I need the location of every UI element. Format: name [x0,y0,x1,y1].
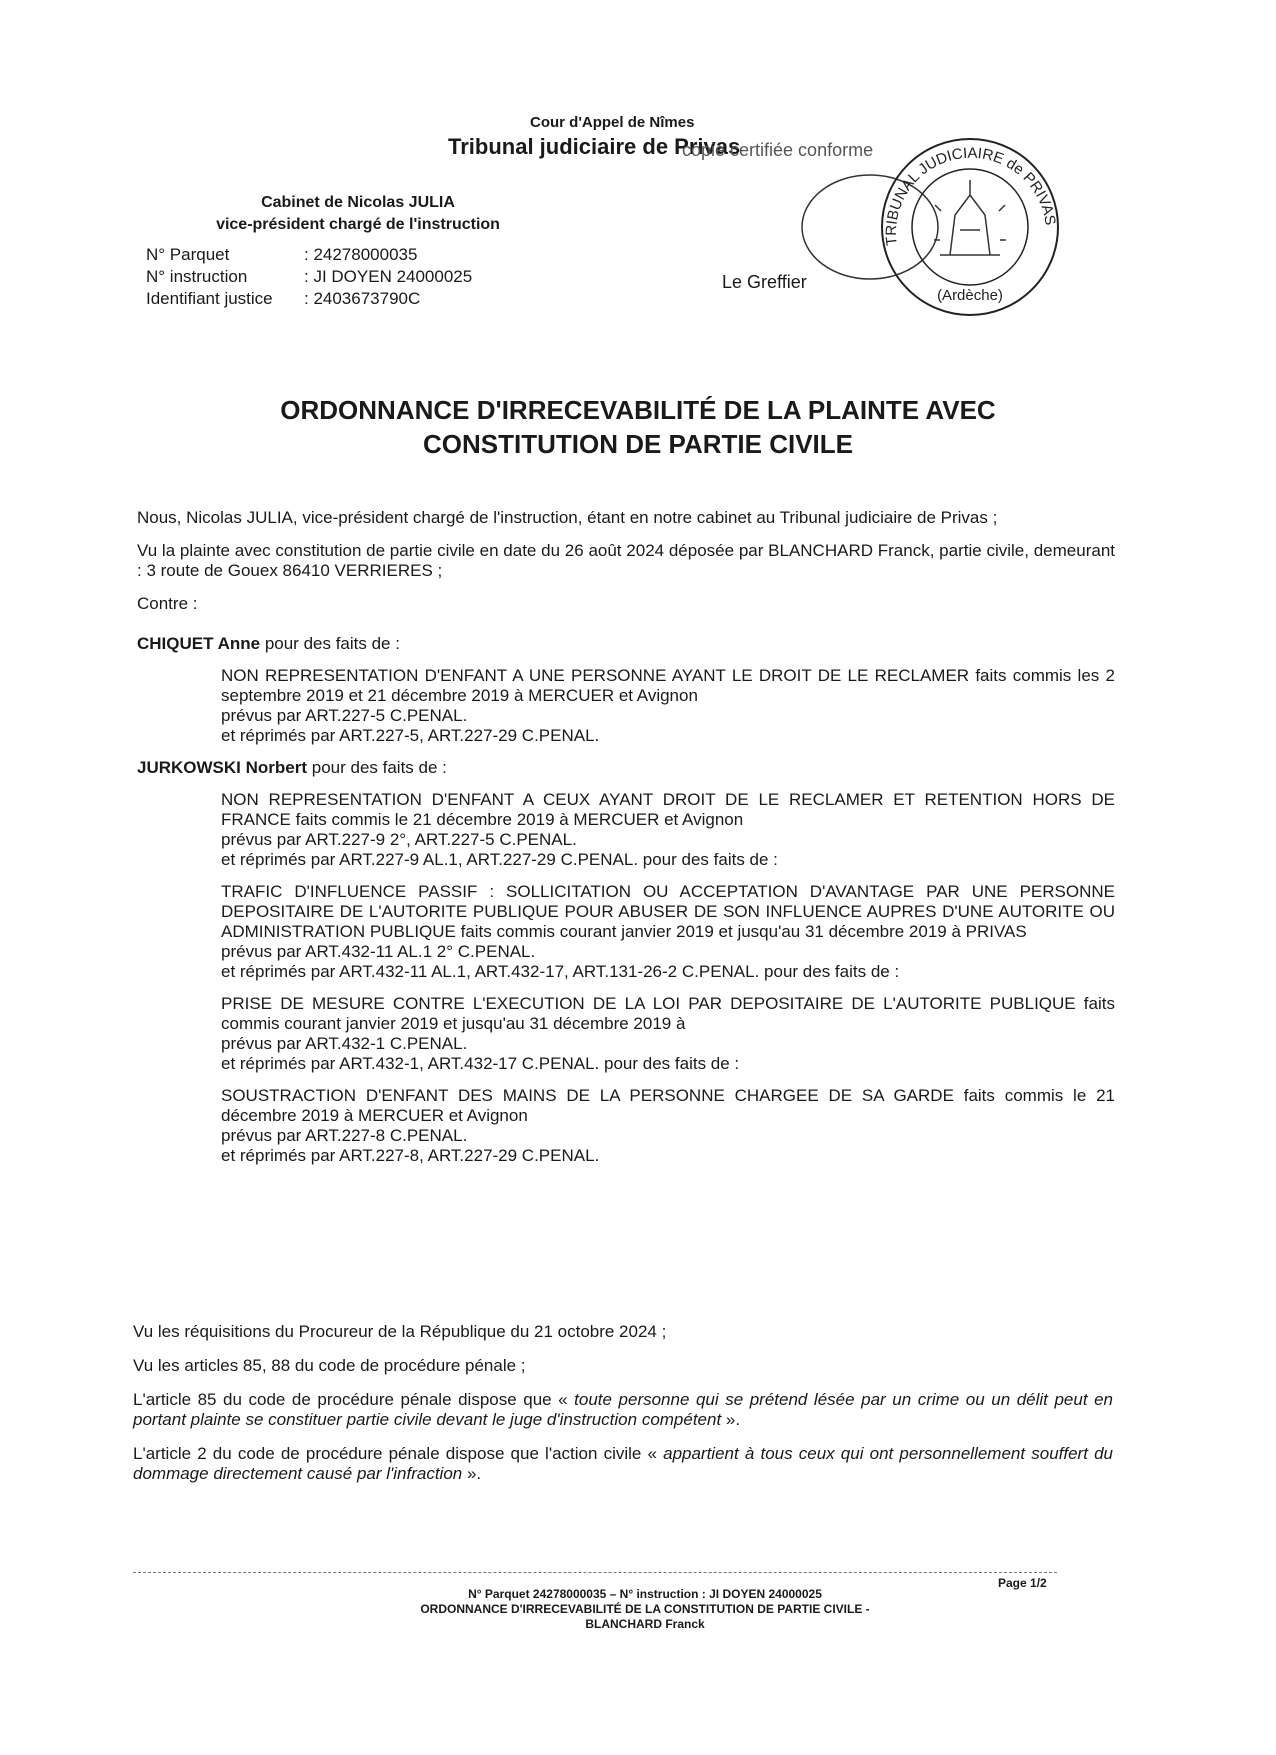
charge-provided: prévus par ART.227-8 C.PENAL. [221,1126,468,1145]
charge-provided: prévus par ART.227-9 2°, ART.227-5 C.PENAL. [221,830,577,849]
party-suffix: pour des faits de : [260,634,400,653]
seal-bottom-text: (Ardèche) [937,287,1003,304]
charge-block [221,1086,1115,1166]
court-seal-stamp [800,135,1070,320]
party-name: CHIQUET Anne [137,634,261,653]
id-label: N° instruction [146,267,248,286]
charge-offence: NON REPRESENTATION D'ENFANT A UNE PERSONNE AYANT LE DROIT DE LE RECLAMER faits commis les 2 septembre 2019 et 21 décembre 2019 à MERCUER et Avignon [221,666,1115,705]
charge-provided: prévus par ART.432-11 AL.1 2° C.PENAL. [221,942,536,961]
charge-punished: et réprimés par ART.227-8, ART.227-29 C.PENAL. [221,1146,600,1165]
article-85-paragraph [133,1390,1113,1430]
document-title [150,393,1126,461]
article-text: ». [462,1464,482,1483]
footer-line: N° Parquet 24278000035 – N° instruction : JI DOYEN 24000025 [468,1587,822,1601]
id-label: Identifiant justice [146,289,273,308]
id-value: : 24278000035 [304,245,418,264]
seal-top-text: TRIBUNAL JUDICIAIRE de PRIVAS [882,144,1059,247]
document-body [137,508,1115,1178]
charge-provided: prévus par ART.227-5 C.PENAL. [221,706,468,725]
article-quote: appartient à tous ceux qui ont personnellement souffert du dommage directement causé par l'infraction [133,1444,1113,1483]
contre-label: Contre : [137,594,198,613]
case-identifiers [146,244,472,310]
id-row-instruction [146,266,472,288]
charge-punished: et réprimés par ART.432-1, ART.432-17 C.PENAL. pour des faits de : [221,1054,740,1073]
seal-signature-loop [802,175,938,279]
charge-offence: NON REPRESENTATION D'ENFANT A CEUX AYANT DROIT DE LE RECLAMER ET RETENTION HORS DE FRANCE faits commis le 21 décembre 2019 à MERCUER et Avignon [221,790,1115,829]
greffier-label: Le Greffier [722,272,807,292]
id-row-justice [146,288,472,310]
legal-basis [133,1322,1113,1498]
charge-punished: et réprimés par ART.432-11 AL.1, ART.432-17, ART.131-26-2 C.PENAL. pour des faits de : [221,962,900,981]
article-text: L'article 85 du code de procédure pénale dispose que « [133,1390,575,1409]
party-jurkowski [137,758,1115,1166]
party-heading [137,758,1115,778]
charge-block [221,994,1115,1074]
party-heading [137,634,1115,654]
party-name: JURKOWSKI Norbert [137,758,308,777]
id-label: N° Parquet [146,245,230,264]
court-name: Cour d'Appel de Nîmes [530,114,695,131]
charge-offence: SOUSTRACTION D'ENFANT DES MAINS DE LA PERSONNE CHARGEE DE SA GARDE faits commis le 21 décembre 2019 à MERCUER et Avignon [221,1086,1115,1125]
article-quote: toute personne qui se prétend lésée par un crime ou un délit peut en portant plainte se constituer partie civile devant le juge d'instruction compétent [133,1390,1114,1429]
id-value: : JI DOYEN 24000025 [304,267,473,286]
article-text: L'article 2 du code de procédure pénale dispose que l'action civile « [133,1444,664,1463]
charge-block [221,790,1115,870]
certified-copy-stamp: copie certifiée conforme [682,140,874,160]
footer-line: ORDONNANCE D'IRRECEVABILITÉ DE LA CONSTITUTION DE PARTIE CIVILE - [420,1602,870,1616]
intro-paragraph: Vu la plainte avec constitution de partie civile en date du 26 août 2024 déposée par BLANCHARD Franck, partie civile, demeurant : 3 route de Gouex 86410 VERRIERES ; [137,541,1115,580]
articles-paragraph: Vu les articles 85, 88 du code de procédure pénale ; [133,1356,526,1375]
id-value: : 2403673790C [304,289,421,308]
article-2-paragraph [133,1444,1113,1484]
page-number: Page 1/2 [998,1576,1047,1590]
title-line: ORDONNANCE D'IRRECEVABILITÉ DE LA PLAINTE AVEC [280,395,996,425]
footer-line: BLANCHARD Franck [585,1617,705,1631]
page-footer [350,1587,940,1632]
charge-provided: prévus par ART.432-1 C.PENAL. [221,1034,468,1053]
charge-block [221,882,1115,982]
party-chiquet [137,634,1115,746]
charge-punished: et réprimés par ART.227-9 AL.1, ART.227-29 C.PENAL. pour des faits de : [221,850,778,869]
seal-emblem-icon [934,180,1006,255]
id-row-parquet [146,244,472,266]
charge-block [221,666,1115,746]
cabinet-block [178,192,538,236]
requisitions-paragraph: Vu les réquisitions du Procureur de la République du 21 octobre 2024 ; [133,1322,667,1341]
cabinet-judge: Cabinet de Nicolas JULIA [261,194,455,211]
charge-offence: PRISE DE MESURE CONTRE L'EXECUTION DE LA LOI PAR DEPOSITAIRE DE L'AUTORITE PUBLIQUE faits commis courant janvier 2019 et jusqu'au 31 décembre 2019 à [221,994,1115,1033]
charge-punished: et réprimés par ART.227-5, ART.227-29 C.PENAL. [221,726,600,745]
charge-offence: TRAFIC D'INFLUENCE PASSIF : SOLLICITATION OU ACCEPTATION D'AVANTAGE PAR UNE PERSONNE DEPOSITAIRE DE L'AUTORITE PUBLIQUE POUR ABUSER DE SON INFLUENCE AUPRES D'UNE AUTORITE OU ADMINISTRATION PUBLIQUE faits commis courant janvier 2019 et jusqu'au 31 décembre 2019 à PRIVAS [221,882,1115,941]
footer-divider [133,1572,1057,1573]
article-text: ». [721,1410,741,1429]
party-suffix: pour des faits de : [307,758,447,777]
tribunal-name: Tribunal judiciaire de Privas [448,134,741,159]
title-line: CONSTITUTION DE PARTIE CIVILE [423,429,853,459]
cabinet-role: vice-président chargé de l'instruction [216,216,500,233]
intro-paragraph: Nous, Nicolas JULIA, vice-président chargé de l'instruction, étant en notre cabinet au Tribunal judiciaire de Privas ; [137,508,998,527]
